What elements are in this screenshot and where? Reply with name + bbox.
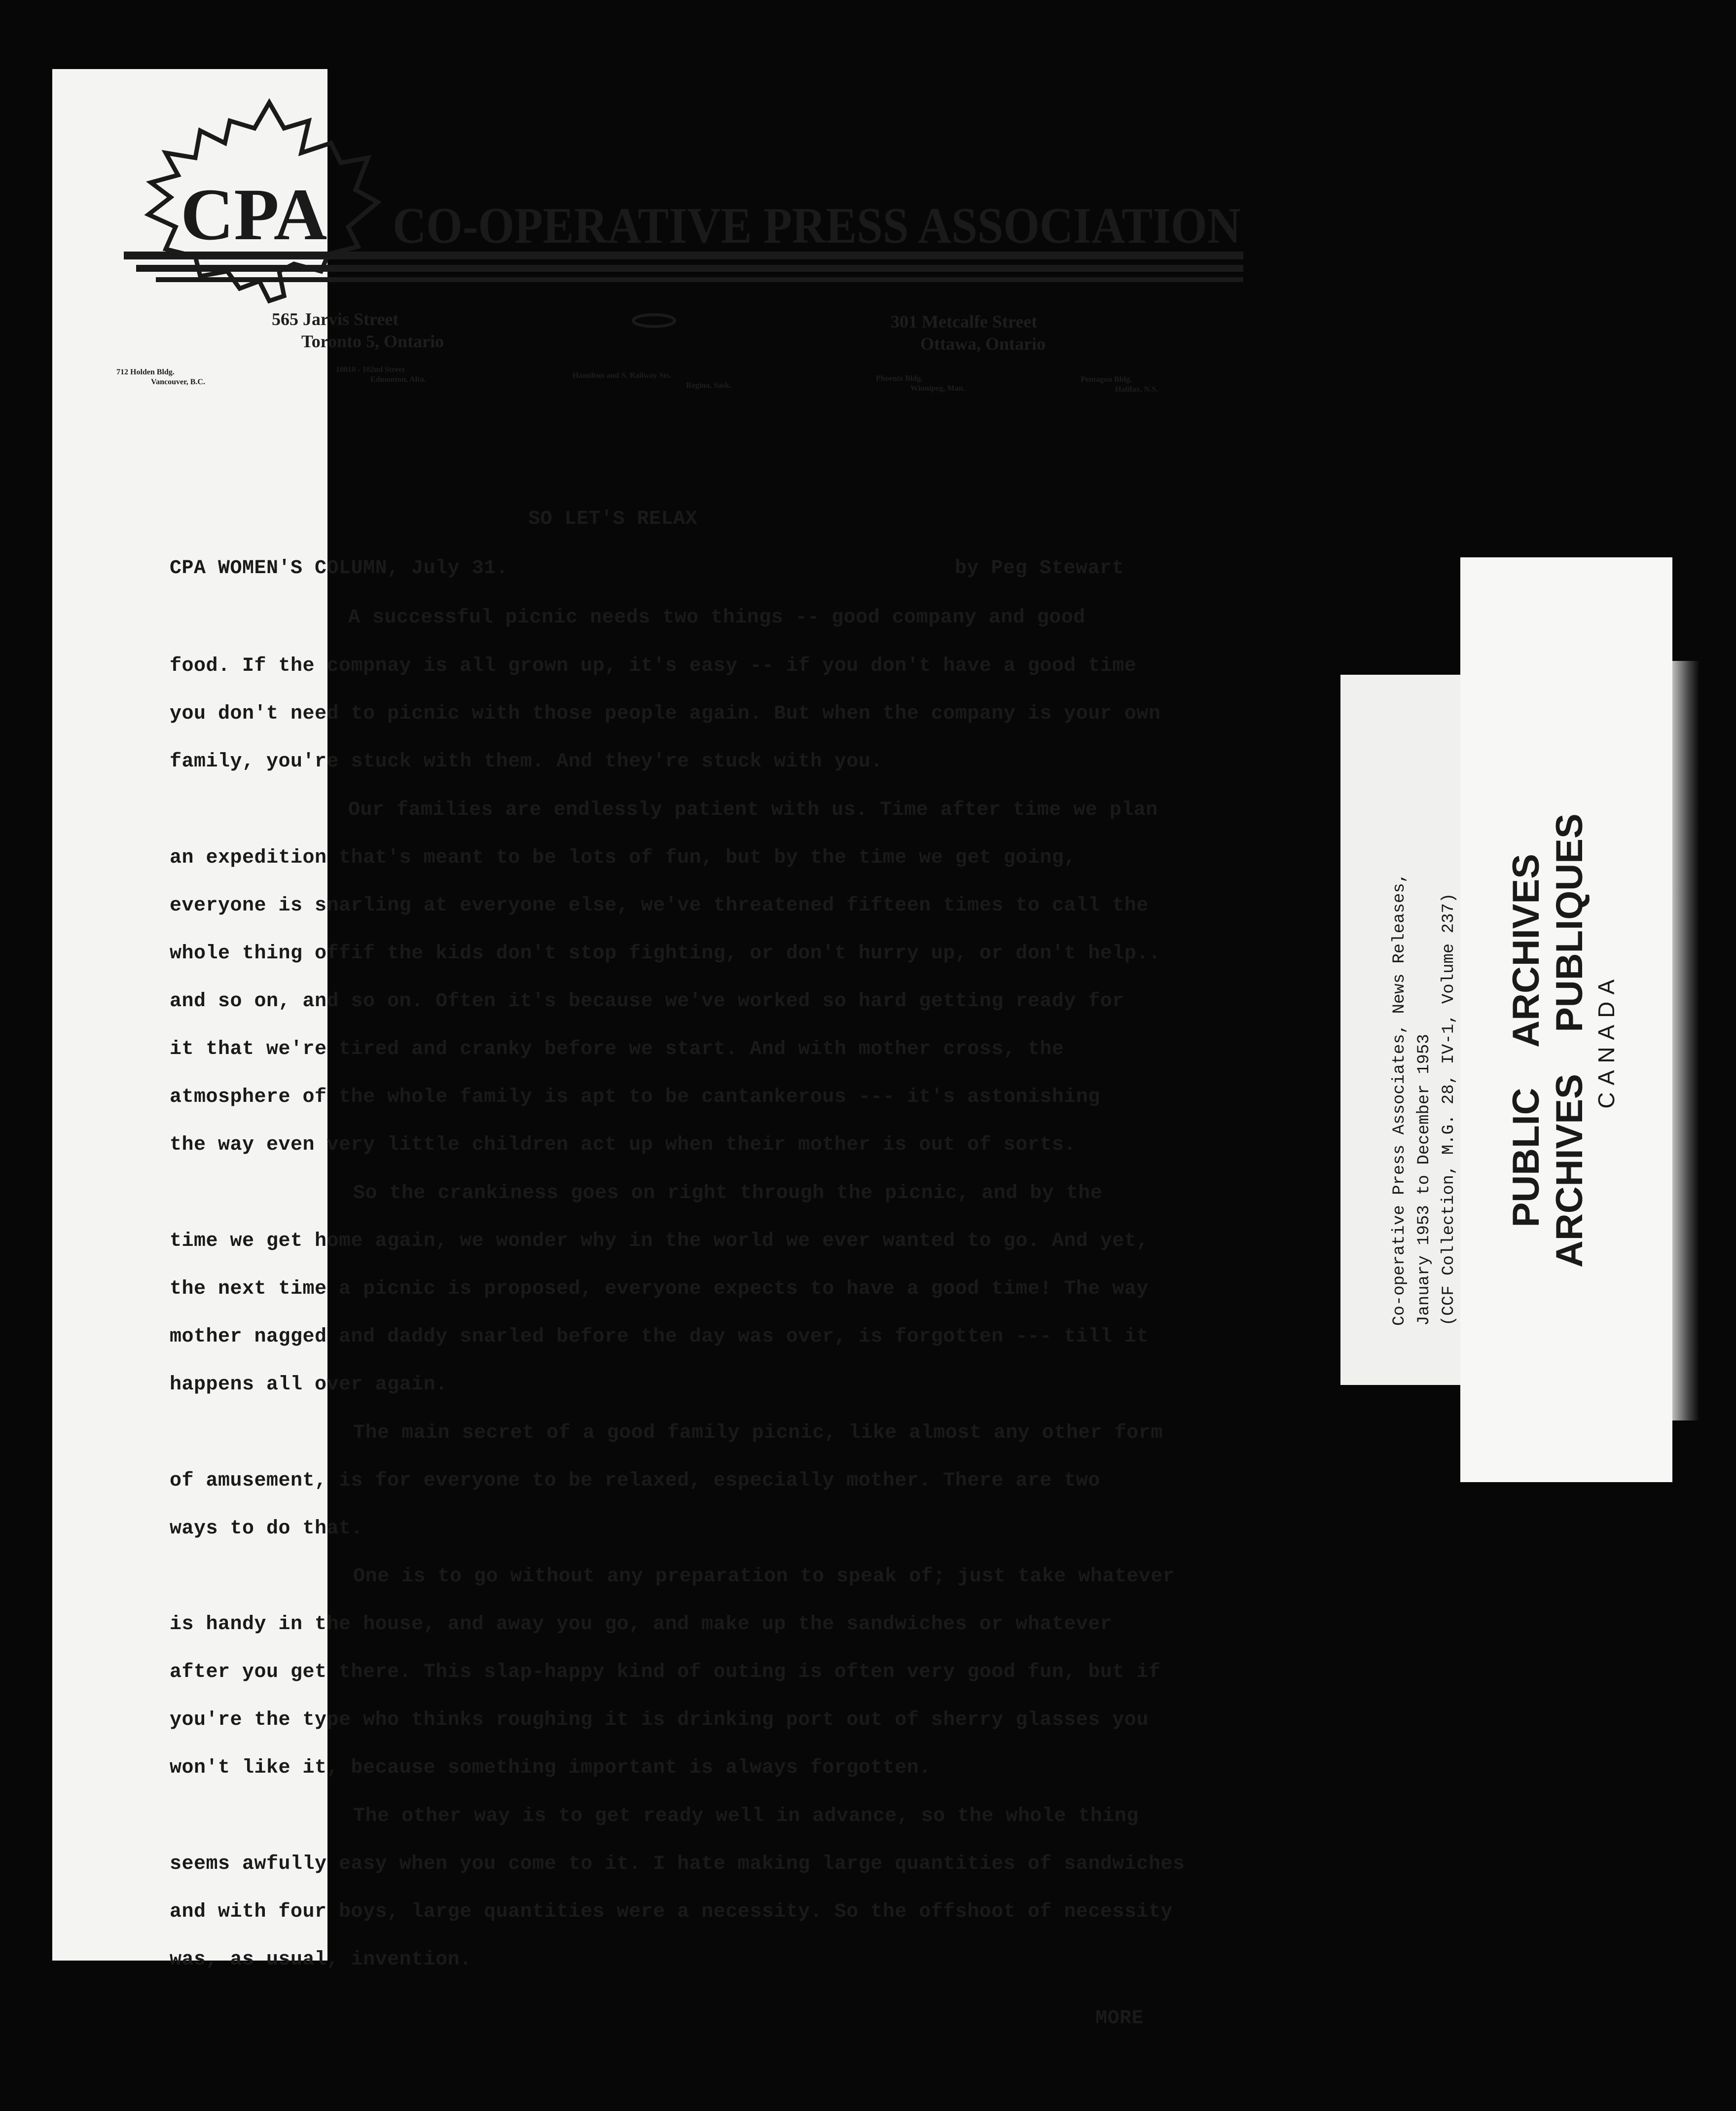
stamp-country: CANADA: [1593, 972, 1619, 1109]
card-shadow-edge: [1672, 661, 1700, 1420]
text-line: seems awfully easy when you come to it. I hate making large quantities of sandwiches: [170, 1853, 1185, 1875]
column-heading: CPA WOMEN'S COLUMN, July 31.: [170, 557, 508, 580]
stamp-line-french: ARCHIVES PUBLIQUES: [1549, 813, 1591, 1268]
more-marker: MORE: [1095, 2007, 1144, 2030]
ottawa-address: 301 Metcalfe Street Ottawa, Ontario: [891, 312, 1046, 354]
text-line: atmosphere of the whole family is apt to be cantankerous --- it's astonishing: [170, 1086, 1100, 1108]
toronto-address: 565 Jarvis Street Toronto 5, Ontario: [272, 309, 444, 351]
text-line: it that we're tired and cranky before we start. And with mother cross, the: [170, 1038, 1064, 1060]
text-line: mother nagged and daddy snarled before the day was over, is forgotten --- till it: [170, 1326, 1149, 1348]
citation-line: Co-operative Press Associates, News Releases,: [1390, 873, 1409, 1326]
text-line: and with four boys, large quantities were a necessity. So the offshoot of necessity: [170, 1901, 1173, 1923]
text-line: The main secret of a good family picnic, like almost any other form: [353, 1422, 1163, 1444]
vancouver-address: 712 Holden Bldg. Vancouver, B.C.: [116, 368, 205, 386]
archive-stamp: [1505, 813, 1621, 1268]
logo-text: CPA: [181, 174, 327, 255]
text-line: an expedition that's meant to be lots of fun, but by the time we get going,: [170, 847, 1076, 869]
regina-address: Hamilton and S. Railway Sts. Regina, Sask.: [573, 371, 732, 390]
text-line: food. If the compnay is all grown up, it's easy -- if you don't have a good time: [170, 655, 1137, 677]
organization-name: CO-OPERATIVE PRESS ASSOCIATION: [393, 197, 1241, 254]
text-line: was, as usual, invention.: [170, 1949, 472, 1971]
stamp-line-english: PUBLIC ARCHIVES: [1505, 854, 1547, 1228]
article-title: SO LET'S RELAX: [528, 508, 698, 530]
text-line: you don't need to picnic with those people again. But when the company is your own: [170, 703, 1161, 725]
text-line: The other way is to get ready well in advance, so the whole thing: [353, 1805, 1139, 1827]
edmonton-address: 10010 - 102nd Street Edmonton, Alta.: [336, 365, 426, 384]
text-line: happens all over again.: [170, 1374, 448, 1396]
text-line: you're the type who thinks roughing it is drinking port out of sherry glasses you: [170, 1709, 1149, 1731]
text-line: A successful picnic needs two things -- good company and good: [348, 607, 1085, 629]
archive-stamp-card: [1460, 557, 1672, 1482]
letter-page: [52, 69, 1241, 2030]
text-line: time we get home again, we wonder why in the world we ever wanted to go. And yet,: [170, 1230, 1149, 1252]
text-line: whole thing offif the kids don't stop fighting, or don't hurry up, or don't help..: [170, 943, 1161, 965]
text-line: the next time a picnic is proposed, everyone expects to have a good time! The way: [170, 1278, 1149, 1300]
citation-line: (CCF Collection, M.G. 28, IV-1, Volume 237): [1440, 893, 1458, 1326]
text-line: Our families are endlessly patient with us. Time after time we plan: [348, 799, 1158, 821]
text-line: is handy in the house, and away you go, and make up the sandwiches or whatever: [170, 1613, 1113, 1636]
byline: by Peg Stewart: [955, 557, 1124, 580]
text-line: after you get there. This slap-happy kind of outing is often very good fun, but if: [170, 1661, 1161, 1683]
text-line: One is to go without any preparation to speak of; just take whatever: [353, 1565, 1175, 1588]
text-line: So the crankiness goes on right through the picnic, and by the: [353, 1182, 1103, 1204]
winnipeg-address: Phoenix Bldg. Winnipeg, Man.: [876, 374, 965, 393]
text-line: won't like it, because something important is always forgotten.: [170, 1757, 931, 1779]
text-line: and so on, and so on. Often it's because we've worked so hard getting ready for: [170, 990, 1124, 1013]
text-line: the way even very little children act up when their mother is out of sorts.: [170, 1134, 1076, 1156]
citation-text: [1387, 873, 1461, 1326]
union-label-icon: [633, 315, 675, 327]
text-line: of amusement, is for everyone to be relaxed, especially mother. There are two: [170, 1470, 1100, 1492]
text-line: ways to do that.: [170, 1518, 363, 1540]
text-line: family, you're stuck with them. And they're stuck with you.: [170, 751, 883, 773]
citation-line: January 1953 to December 1953: [1415, 1034, 1434, 1326]
halifax-address: Pentagon Bldg. Halifax, N.S.: [1081, 375, 1158, 394]
text-line: everyone is snarling at everyone else, we've threatened fifteen times to call the: [170, 895, 1149, 917]
